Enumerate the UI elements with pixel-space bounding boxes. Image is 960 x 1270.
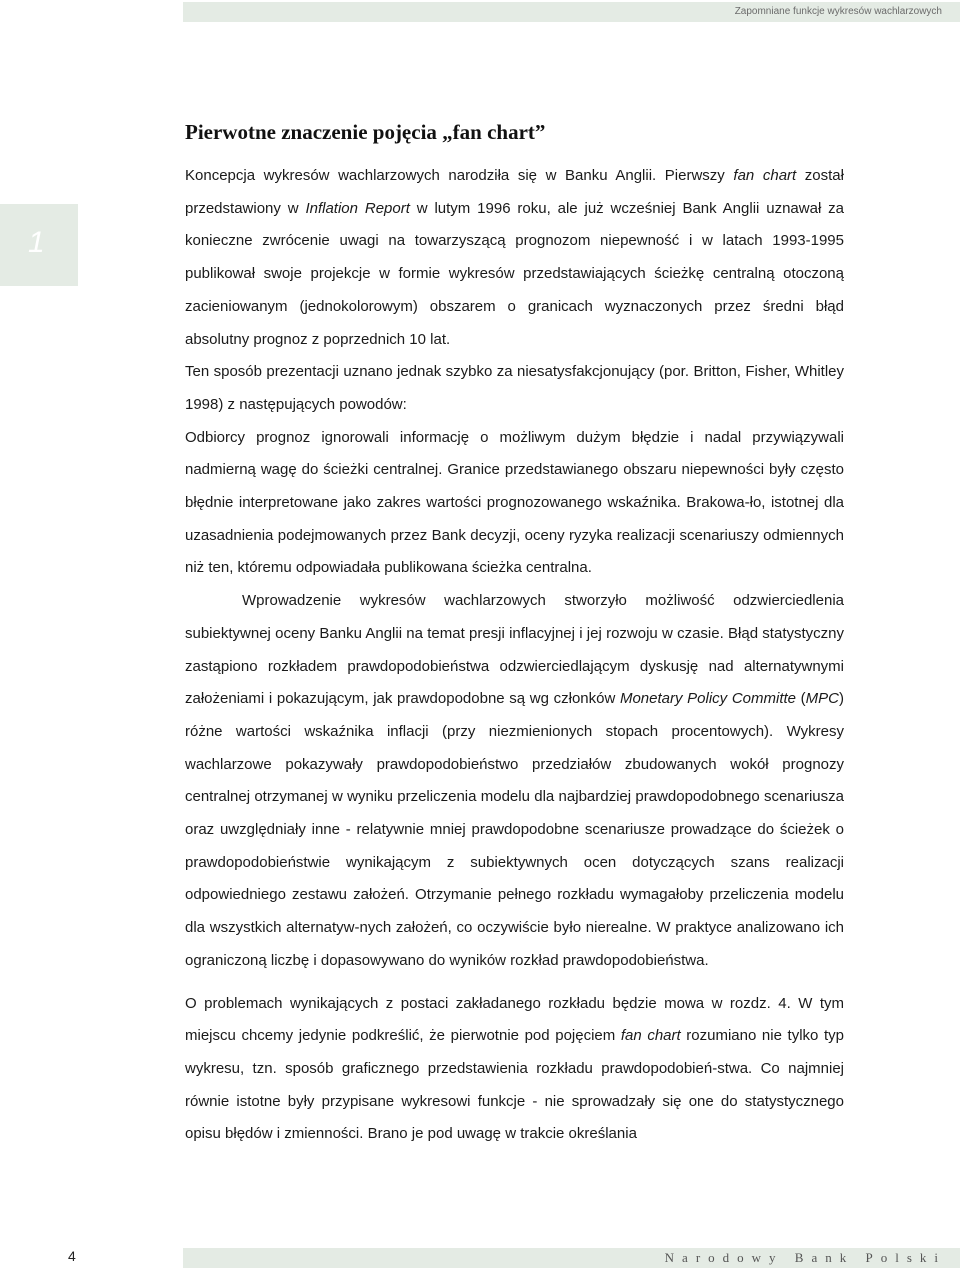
publisher-name: Narodowy Bank Polski [664, 1250, 946, 1265]
text-run: ) różne wartości wskaźnika inflacji (przy niezmienionych stopach procentowych). Wykresy wachlarzowe pokazywały prawdopodobieństwo przedziałów zbudowanych wokół prognozy centralnej otrzymanej w wyniku przeliczenia modelu dla najbardziej prawdopodobnego scenariusza oraz uwzględniały inne - relatywnie mniej prawdopodobne scenariusze prowadzące do ścieżek o prawdopodobieństwie wynikającym z subiektywnych ocen dotyczących szans realizacji odpowiedniego zestawu założeń. Otrzymanie pełnego rozkładu wymagałoby przeliczenia modelu dla wszystkich alternatyw-nych założeń, co oczywiście było nierealne. W praktyce analizowano ich ograniczoną liczbę i dopasowywano do wyników rozkład prawdopodobieństwa. [185, 690, 844, 969]
text-run: Wprowadzenie wykresów wachlarzowych stworzyło możliwość odzwierciedlenia subiektywnej oceny Banku Anglii na temat presji inflacyjnej i jej rozwoju w czasie. Błąd statystyczny zastąpiono rozkładem prawdopodobieństwa odzwierciedlającym dyskusję nad alternatywnymi założeniami i pokazującym, jak prawdopodobne są wg członków [185, 592, 844, 708]
chapter-number: 1 [28, 226, 45, 259]
running-header [183, 2, 960, 22]
paragraph [185, 356, 844, 421]
paragraph [185, 988, 844, 1152]
section-title: Pierwotne znaczenie pojęcia „fan chart” [185, 120, 546, 144]
body-text [185, 160, 844, 1151]
text-run: został przedstawiony w [185, 167, 844, 217]
text-run: w lutym 1996 roku, ale już wcześniej Bank Anglii uznawał za konieczne zwrócenie uwagi na towarzyszącą prognozom niepewność i w latach 1993-1995 publikował swoje projekcje w formie wykresów przedstawiających ścieżkę centralną otoczoną zacieniowanym (jednokolorowym) obszarem o granicach wyznaczonych przez średni błąd absolutny prognoz z poprzednich 10 lat. [185, 199, 844, 348]
text-run: O problemach wynikających z postaci zakładanego rozkładu będzie mowa w rozdz. 4. W tym miejscu chcemy jedynie podkreślić, że pierwotnie pod pojęciem [185, 994, 844, 1045]
paragraph [185, 422, 844, 586]
text-run: Odbiorcy prognoz ignorowali informację o możliwym dużym błędzie i nadal przywiązywali nadmierną wagę do ścieżki centralnej. Granice przedstawianego obszaru niepewności były często błędnie interpretowane jako zakres wartości prognozowanego wskaźnika. Brakowa-ło, istotnej dla uzasadnienia podejmowanych przez Bank decyzji, oceny ryzyka realizacji scenariuszy odmiennych niż ten, któremu odpowiadała publikowana ścieżka centralna. [185, 428, 844, 577]
running-footer [183, 1248, 960, 1268]
paragraph [185, 585, 844, 977]
text-run: Koncepcja wykresów wachlarzowych narodziła się w Banku Anglii. Pierwszy [185, 167, 734, 184]
italic-term: MPC [805, 690, 839, 708]
text-run: rozumiano nie tylko typ wykresu, tzn. sposób graficznego przedstawienia rozkładu prawdopodobień-stwa. Co najmniej równie istotne były przypisane wykresowi funkcje - nie sprowadzały się one do statystycznego opisu błędów i zmienności. Brano je pod uwagę w trakcie określania [185, 1027, 844, 1143]
italic-term: Monetary Policy Committe [619, 690, 796, 708]
running-header-title: Zapomniane funkcje wykresów wachlarzowych [734, 6, 942, 17]
italic-term: fan chart [620, 1027, 681, 1045]
text-run: ( [796, 690, 806, 708]
italic-term: fan chart [733, 167, 797, 184]
page-number: 4 [68, 1248, 76, 1264]
italic-term: Inflation Report [305, 199, 410, 217]
paragraph [185, 160, 844, 356]
text-run: Ten sposób prezentacji uznano jednak szybko za niesatysfakcjonujący (por. Britton, Fisher, Whitley 1998) z następujących powodów: [185, 363, 844, 413]
